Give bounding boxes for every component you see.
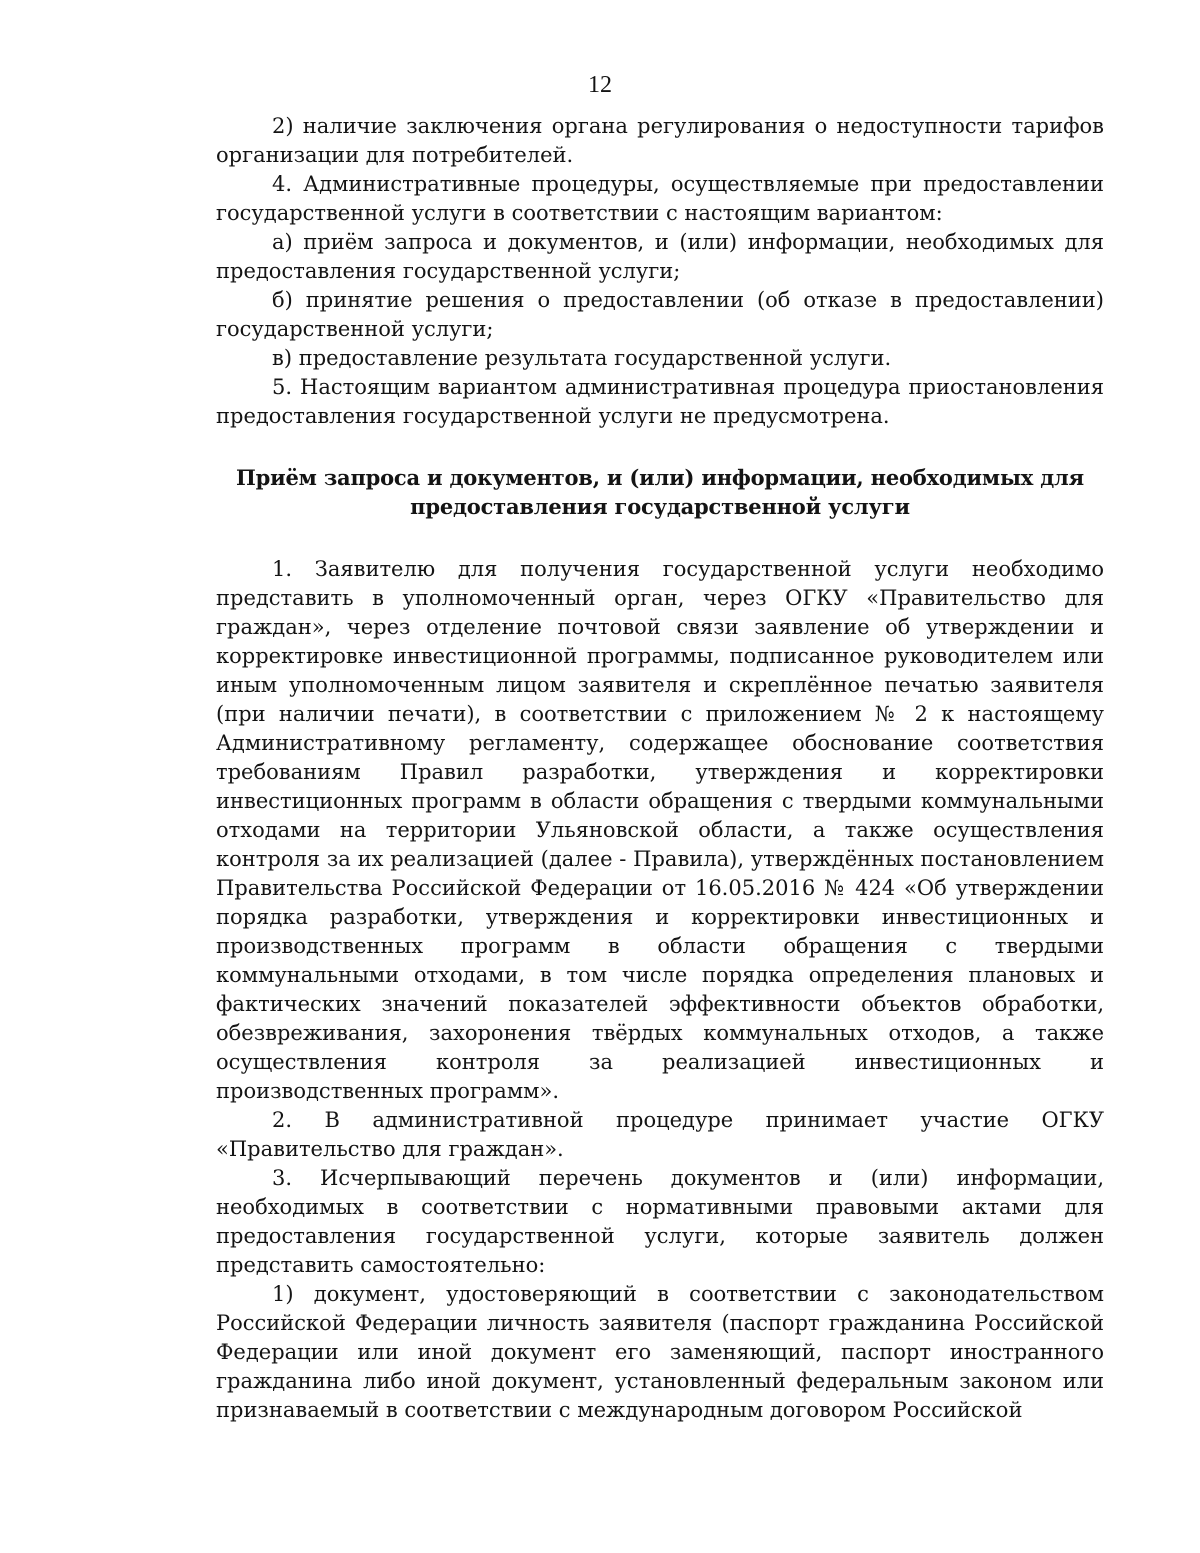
paragraph: 4. Административные процедуры, осуществляемые при предоставлении государственной услуги в соответствии с настоящим вариантом: bbox=[216, 172, 1104, 225]
paragraph: а) приём запроса и документов, и (или) информации, необходимых для предоставления государственной услуги; bbox=[216, 230, 1104, 283]
paragraph: 1. Заявителю для получения государственной услуги необходимо представить в уполномоченный орган, через ОГКУ «Правительство для граждан», через отделение почтовой связи заявление об утверждении и корректировке инвестиционной программы, подписанное руководителем или иным уполномоченным лицом заявителя и скреплённое печатью заявителя (при наличии печати), в соответствии с приложением № 2 к настоящему Административному регламенту, содержащее обоснование соответствия требованиям Правил разработки, утверждения и корректировки инвестиционных программ в области обращения с твердыми коммунальными отходами на территории Ульяновской области, а также осуществления контроля за их реализацией (далее - Правила), утверждённых постановлением Правительства Российской Федерации от 16.05.2016 № 424 «Об утверждении порядка разработки, утверждения и корректировки инвестиционных и производственных программ в области обращения с твердыми коммунальными отходами, в том числе порядка определения плановых и фактических значений показателей эффективности объектов обработки, обезвреживания, захоронения твёрдых коммунальных отходов, а также осуществления контроля за реализацией инвестиционных и производственных программ». bbox=[216, 557, 1104, 1103]
paragraph: 3. Исчерпывающий перечень документов и (или) информации, необходимых в соответствии с нормативными правовыми актами для предоставления государственной услуги, которые заявитель должен представить самостоятельно: bbox=[216, 1166, 1104, 1277]
paragraph: 2) наличие заключения органа регулирования о недоступности тарифов организации для потребителей. bbox=[216, 114, 1104, 167]
paragraph: 5. Настоящим вариантом административная процедура приостановления предоставления государственной услуги не предусмотрена. bbox=[216, 375, 1104, 428]
paragraph: в) предоставление результата государственной услуги. bbox=[272, 346, 892, 370]
document-body bbox=[216, 112, 1104, 1425]
page-number: 12 bbox=[588, 72, 612, 98]
paragraph: 2. В административной процедуре принимает участие ОГКУ «Правительство для граждан». bbox=[216, 1108, 1104, 1161]
section-heading: Приём запроса и документов, и (или) информации, необходимых для предоставления государственной услуги bbox=[236, 465, 1084, 519]
paragraph: 1) документ, удостоверяющий в соответствии с законодательством Российской Федерации личность заявителя (паспорт гражданина Российской Федерации или иной документ его заменяющий, паспорт иностранного гражданина либо иной документ, установленный федеральным законом или признаваемый в соответствии с международным договором Российской bbox=[216, 1282, 1104, 1422]
paragraph: б) принятие решения о предоставлении (об отказе в предоставлении) государственной услуги; bbox=[216, 288, 1104, 341]
